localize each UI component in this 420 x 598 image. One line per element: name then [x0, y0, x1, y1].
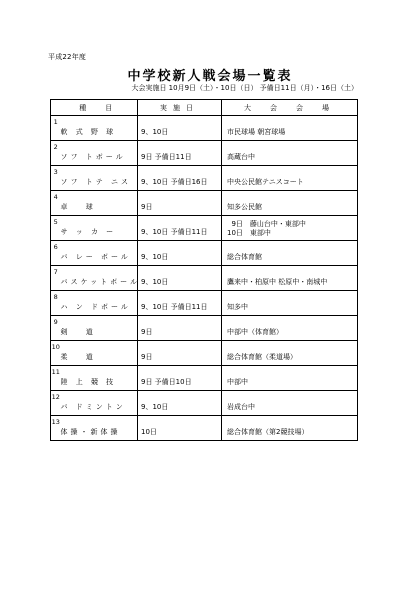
- venue-cell: [222, 216, 358, 241]
- sport-cell: [61, 141, 138, 166]
- sport-cell: [61, 316, 138, 341]
- venue-name: 知多公民館: [227, 203, 262, 211]
- row-number: 8: [53, 293, 58, 301]
- event-dates: 9日: [141, 203, 153, 211]
- row-number: 12: [51, 393, 60, 401]
- table-row: [51, 366, 358, 391]
- date-cell: [138, 241, 222, 266]
- venue-name: 中部中（体育館）: [227, 328, 283, 336]
- date-cell: [138, 316, 222, 341]
- row-number-cell: [51, 291, 61, 316]
- event-dates: 9、10日: [141, 128, 169, 136]
- header-date: 実施日: [138, 100, 222, 116]
- row-number: 5: [53, 218, 58, 226]
- sport-name: バ レー ボール: [60, 253, 131, 261]
- event-dates: 9、10日: [141, 253, 169, 261]
- event-dates: 10日: [141, 428, 157, 436]
- row-number-cell: [51, 366, 61, 391]
- row-number: 1: [53, 118, 58, 126]
- date-cell: [138, 116, 222, 141]
- sport-cell: [61, 341, 138, 366]
- venue-name: 総合体育館（第2競技場）: [227, 428, 309, 436]
- row-number: 11: [51, 368, 60, 376]
- table-row: [51, 116, 358, 141]
- sport-name: サ ッ カ ー: [60, 228, 117, 236]
- event-dates: 9日 予備日10日: [141, 378, 192, 386]
- table-row: [51, 216, 358, 241]
- venue-cell: [222, 416, 358, 441]
- row-number-cell: [51, 141, 61, 166]
- row-number-cell: [51, 191, 61, 216]
- event-dates: 9、10日 予備日11日: [141, 228, 208, 236]
- sport-name: バ ドミントン: [60, 403, 126, 411]
- date-cell: [138, 341, 222, 366]
- venue-table: [50, 99, 358, 441]
- table-row: [51, 416, 358, 441]
- table-row: [51, 266, 358, 291]
- event-dates: 9日 予備日11日: [141, 153, 192, 161]
- sport-cell: [61, 116, 138, 141]
- event-dates: 9、10日: [141, 278, 169, 286]
- sport-cell: [61, 241, 138, 266]
- venue-name: 中央公民館テニスコート: [227, 178, 304, 186]
- row-number: 9: [53, 318, 58, 326]
- venue-cell: [222, 316, 358, 341]
- row-number-cell: [51, 241, 61, 266]
- date-cell: [138, 216, 222, 241]
- venue-name: 岩成台中: [227, 403, 255, 411]
- venue-cell: [222, 116, 358, 141]
- sport-cell: [61, 391, 138, 416]
- row-number: 4: [53, 193, 58, 201]
- tournament-dates: 大会実施日 10月9日（土）・10日（日） 予備日11日（月）・16日（土）: [131, 84, 358, 92]
- venue-cell: [222, 241, 358, 266]
- row-number: 6: [53, 243, 58, 251]
- venue-cell: [222, 391, 358, 416]
- sport-name: ソフ トテ ニス: [60, 178, 131, 186]
- sport-name: ハ ン ドボール: [60, 303, 131, 311]
- event-dates: 9、10日 予備日11日: [141, 303, 208, 311]
- row-number: 3: [53, 168, 58, 176]
- row-number-cell: [51, 166, 61, 191]
- table-row: [51, 341, 358, 366]
- venue-cell: [222, 166, 358, 191]
- sport-cell: [61, 166, 138, 191]
- event-dates: 9、10日: [141, 403, 169, 411]
- venue-name: 総合体育館（柔道場）: [227, 353, 297, 361]
- table-row: [51, 316, 358, 341]
- row-number-cell: [51, 266, 61, 291]
- row-number: 10: [51, 343, 60, 351]
- venue-cell: [222, 291, 358, 316]
- sport-cell: [61, 291, 138, 316]
- row-number-cell: [51, 341, 61, 366]
- sport-name: バスケットボール: [60, 278, 141, 286]
- sport-cell: [61, 191, 138, 216]
- date-cell: [138, 291, 222, 316]
- header-number-cell: [51, 100, 61, 116]
- event-dates: 9、10日 予備日16日: [141, 178, 208, 186]
- row-number: 2: [53, 143, 58, 151]
- sport-cell: [61, 216, 138, 241]
- venue-name: 高蔵台中: [227, 153, 255, 161]
- sport-name: ソフ トボール: [60, 153, 126, 161]
- row-number-cell: [51, 316, 61, 341]
- event-dates: 9日: [141, 328, 153, 336]
- venue-cell: [222, 266, 358, 291]
- venue-name: 9日 藤山台中・東部中 10日 東部中: [227, 220, 306, 237]
- event-dates: 9日: [141, 353, 153, 361]
- date-cell: [138, 366, 222, 391]
- table-row: [51, 141, 358, 166]
- page-title: 中学校新人戦会場一覧表: [127, 69, 293, 84]
- date-cell: [138, 266, 222, 291]
- header-sport: 種 目: [61, 100, 138, 116]
- date-cell: [138, 191, 222, 216]
- row-number-cell: [51, 216, 61, 241]
- table-row: [51, 291, 358, 316]
- sport-name: 剣 道: [60, 328, 96, 336]
- date-cell: [138, 166, 222, 191]
- sport-name: 陸 上 競 技: [60, 378, 117, 386]
- fiscal-year-label: 平成22年度: [48, 53, 87, 61]
- row-number-cell: [51, 116, 61, 141]
- row-number-cell: [51, 416, 61, 441]
- venue-cell: [222, 341, 358, 366]
- row-number: 13: [51, 418, 60, 426]
- table-header-row: [51, 100, 358, 116]
- header-venue: 大 会 会 場: [222, 100, 358, 116]
- row-number: 7: [53, 268, 58, 276]
- table-row: [51, 166, 358, 191]
- date-cell: [138, 391, 222, 416]
- row-number-cell: [51, 391, 61, 416]
- date-cell: [138, 416, 222, 441]
- venue-name: 鷹来中・柏原中 松原中・南城中: [227, 278, 328, 286]
- table-row: [51, 391, 358, 416]
- venue-cell: [222, 191, 358, 216]
- sport-cell: [61, 416, 138, 441]
- sport-name: 卓 球: [60, 203, 96, 211]
- table-row: [51, 191, 358, 216]
- date-cell: [138, 141, 222, 166]
- venue-cell: [222, 366, 358, 391]
- venue-name: 知多中: [227, 303, 248, 311]
- table-row: [51, 241, 358, 266]
- table-body: [51, 116, 358, 441]
- venue-cell: [222, 141, 358, 166]
- venue-name: 総合体育館: [227, 253, 262, 261]
- venue-name: 中部中: [227, 378, 248, 386]
- sport-name: 軟 式 野 球: [60, 128, 117, 136]
- sport-name: 体操・新体操: [60, 428, 121, 436]
- sport-cell: [61, 366, 138, 391]
- sport-cell: [60, 266, 141, 291]
- venue-name: 市民球場 朝宮球場: [227, 128, 286, 136]
- sport-name: 柔 道: [60, 353, 96, 361]
